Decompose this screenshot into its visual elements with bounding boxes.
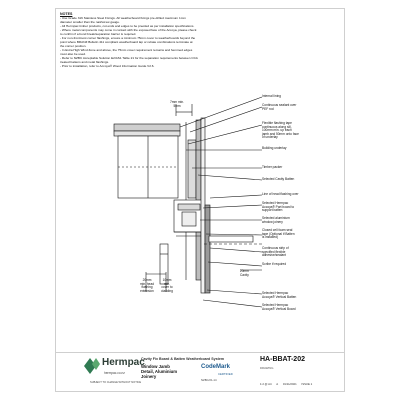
callout-label: Selected Hermpac Accoya® Vertical Batten bbox=[262, 291, 297, 299]
note-item: diameter smaller than the nail/screw gauge. bbox=[60, 20, 120, 24]
callout-label: Continuous sealant over PEF rod bbox=[262, 103, 297, 111]
dim-top-gap: 7mm min. 5mm bbox=[170, 100, 184, 108]
leader-line bbox=[210, 195, 262, 198]
note-item: must also be used. bbox=[60, 52, 86, 56]
callout-label: Scribe if required bbox=[262, 262, 287, 266]
notes-title: NOTES bbox=[60, 12, 73, 16]
codemark-number: NZBC/21-14 bbox=[201, 378, 217, 382]
leader-line bbox=[203, 205, 262, 208]
note-item: - In Extra High Wind Zone and above, the 75mm cover requirement remains and hemmed edges bbox=[60, 48, 193, 52]
leader-line bbox=[207, 290, 262, 294]
vertical-batten bbox=[205, 205, 210, 293]
callout-label: Closed cell foam seal tape (Optional if Batten is installed) bbox=[262, 228, 295, 240]
callout-label: Selected Hermpac Accoya® Vertical Board bbox=[262, 303, 296, 311]
note-item: to confirm if a bond break/separation barrier is required. bbox=[60, 32, 137, 36]
drawing-number: HA-BBAT-202 bbox=[260, 356, 305, 363]
window-profile bbox=[178, 204, 200, 210]
dim-cavity: 20mm Cavity bbox=[240, 269, 249, 277]
brand-url: hermpac.co.nz bbox=[104, 371, 125, 375]
lining-strip bbox=[114, 131, 180, 136]
note-item: - Prior to installation, refer to Accoya® Wood Information Guide V2.6. bbox=[60, 64, 155, 68]
callout-label: Internal lining bbox=[262, 94, 281, 98]
callout-label: Building underlay bbox=[262, 146, 287, 150]
callout-label: Selected Cavity Batten bbox=[262, 177, 295, 181]
dim-head-extension: 20mm min. head flashing extension bbox=[140, 278, 154, 293]
drawing-label: DRAWING bbox=[260, 366, 274, 370]
leader-line bbox=[210, 248, 262, 252]
callout-label: Selected aluminium window joinery bbox=[262, 216, 290, 224]
leader-line bbox=[203, 300, 262, 307]
drawing-meta bbox=[260, 382, 316, 386]
scale: 1:2 @ A4 bbox=[260, 382, 272, 386]
note-item: the corner position. bbox=[60, 44, 87, 48]
dim-cladding-cover: 10mm min. cover to cladding bbox=[161, 278, 173, 293]
system-name: Cavity Fix Board & Batten Weatherboard System bbox=[141, 357, 225, 361]
note-item: - Where metal components may come in contact with the exposed face of the Accoya, please check bbox=[60, 28, 197, 32]
note-item: point where BRANZ Bulletin 411 compliant weatherboard lap or rebate combinations terminate at bbox=[60, 40, 193, 44]
callout-label: Selected Hermpac Accoya® Part board to support batten bbox=[262, 201, 295, 213]
brand-name: Hermpac bbox=[102, 357, 145, 368]
callout-label: Line of head flashing over bbox=[262, 192, 299, 196]
note-item: - Use Grade 316 Stainless Steel Fixings. All weatherboard fixings pre-drilled maximum 1mm bbox=[60, 16, 186, 20]
timber-packer bbox=[188, 140, 196, 198]
leader-line bbox=[208, 262, 262, 266]
date: 01/11/2021 bbox=[282, 382, 297, 386]
revision: A bbox=[276, 382, 279, 386]
note-item: - For non-frontmost corner flashings, ensure a minimum 75mm cover to weatherboards beyond the bbox=[60, 36, 196, 40]
codemark-logo: CodeMark bbox=[201, 364, 231, 370]
internal-lining bbox=[114, 124, 180, 131]
issue: ISSUE 1 bbox=[301, 382, 313, 386]
codemark-certified: CERTIFIED bbox=[218, 372, 233, 376]
disclaimer: SUBJECT TO CHANGE WITHOUT NOTICE bbox=[90, 381, 142, 384]
leader-line bbox=[198, 175, 262, 180]
leader-line bbox=[206, 234, 262, 235]
callout-label: Timber packer bbox=[262, 165, 283, 169]
window-glazing-bead bbox=[182, 212, 196, 226]
note-item: - Refer to NZBC Acceptable Solution E2/AS1 Table 21 for the separation requirements between CCA bbox=[60, 56, 198, 60]
callout-label: Continuous strip of specified flexible adhesive/sealant bbox=[262, 246, 289, 258]
callout-label: Flexible flashing tape continuous along sill, 100mm min. up each jamb and 50mm onto face of underlay bbox=[262, 121, 299, 140]
head-flashing-line bbox=[209, 236, 253, 242]
note-item: - All Hermpac timber products, cut ends and edges to be preoiled as per installation specifications. bbox=[60, 24, 195, 28]
drawing-title: Window Jamb Detail, Aluminium Joinery bbox=[141, 364, 178, 379]
vertical-board bbox=[201, 118, 205, 293]
note-item: treated battens and metal flashings. bbox=[60, 60, 110, 64]
